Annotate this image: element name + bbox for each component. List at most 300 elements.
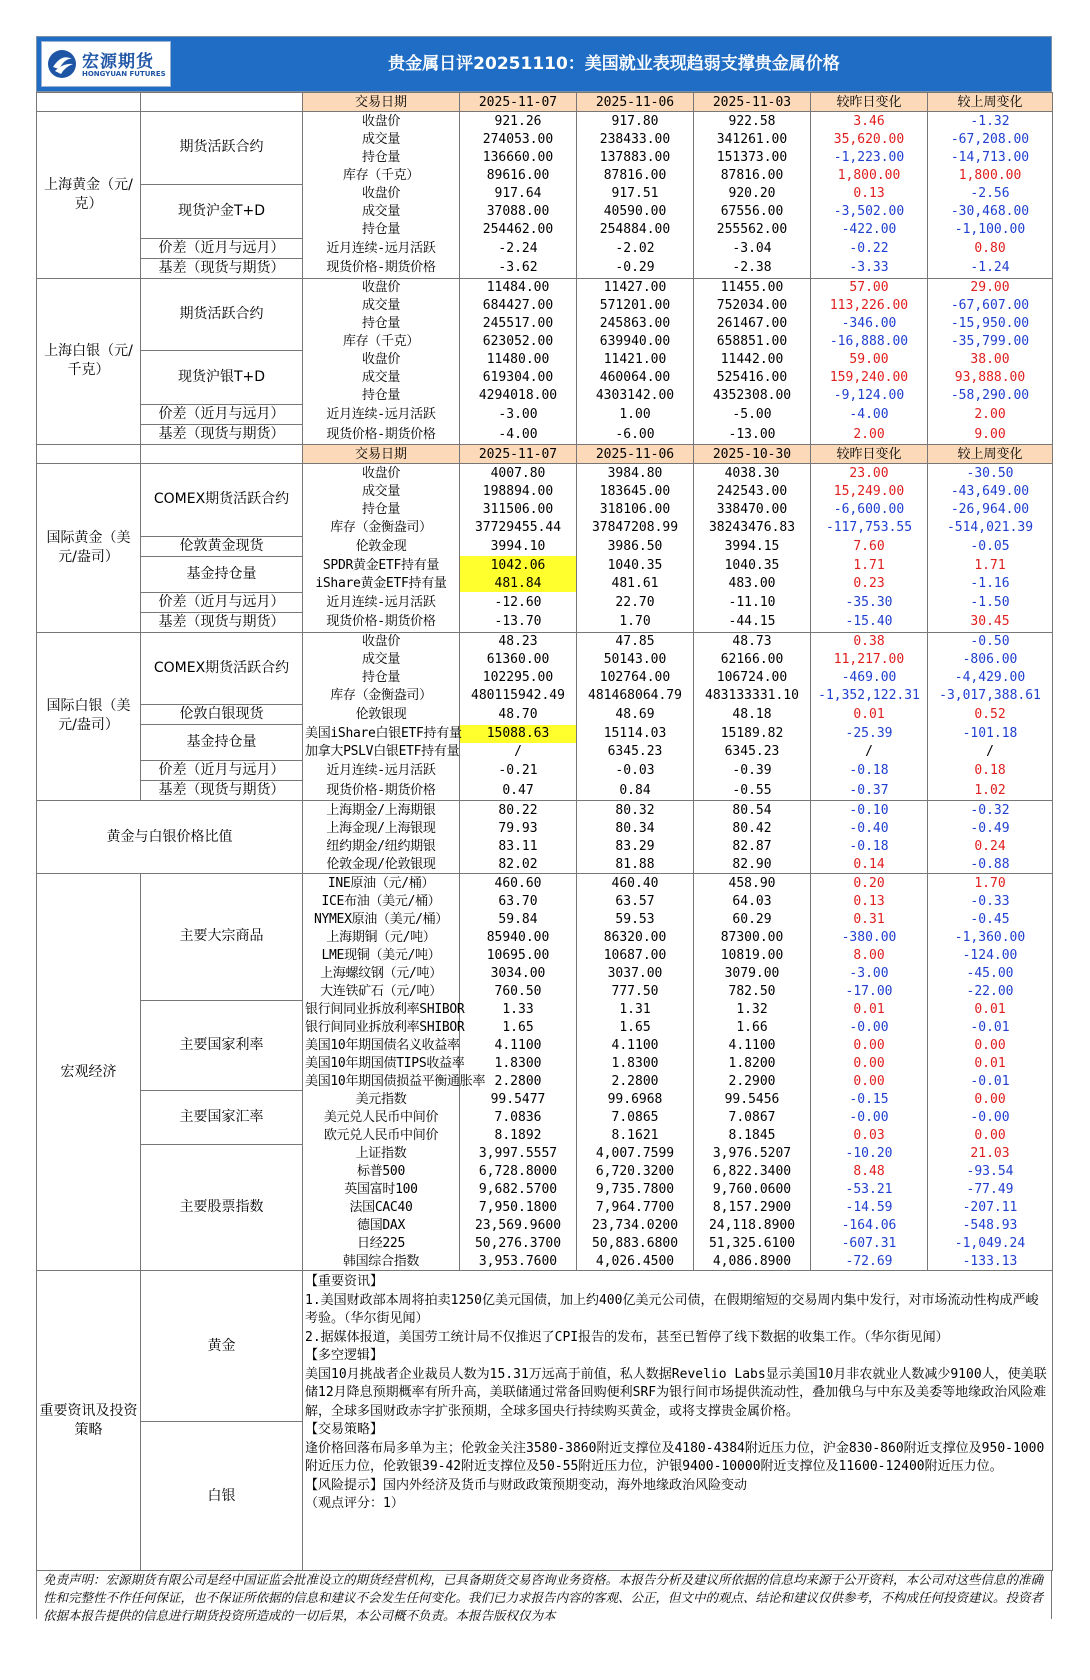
value-cell: 921.26 <box>460 112 577 131</box>
week-change-cell: 9.00 <box>928 425 1053 445</box>
blank-cell <box>141 445 303 464</box>
value-cell: 245863.00 <box>577 315 694 333</box>
value-cell: -0.03 <box>577 761 694 781</box>
value-cell: 15114.03 <box>577 725 694 743</box>
week-change-cell: -3,017,388.61 <box>928 687 1053 705</box>
row-label: 美元兑人民币中间价 <box>303 1108 460 1126</box>
value-cell: 50143.00 <box>577 651 694 669</box>
value-cell: 4352308.00 <box>694 387 811 405</box>
day-change-cell: 2.00 <box>811 425 928 445</box>
header-cell: 2025-11-07 <box>460 93 577 112</box>
value-cell: 777.50 <box>577 982 694 1000</box>
value-cell: 525416.00 <box>694 369 811 387</box>
week-change-cell: -30,468.00 <box>928 202 1053 220</box>
table-row <box>37 184 1053 202</box>
week-change-cell: -1.50 <box>928 592 1053 612</box>
value-cell: 11427.00 <box>577 278 694 297</box>
value-cell: 1.00 <box>577 405 694 425</box>
value-cell: -0.55 <box>694 781 811 801</box>
day-change-cell: 0.23 <box>811 574 928 592</box>
row-label: 收盘价 <box>303 632 460 651</box>
value-cell: 61360.00 <box>460 651 577 669</box>
news-h3: 【交易策略】 <box>305 1422 384 1437</box>
value-cell: 1042.06 <box>460 556 577 574</box>
value-cell: 483133331.10 <box>694 687 811 705</box>
row-label: 持仓量 <box>303 148 460 166</box>
value-cell: 3,976.5207 <box>694 1144 811 1162</box>
row-label: LME现铜（美元/吨） <box>303 946 460 964</box>
week-change-cell: -0.05 <box>928 536 1053 556</box>
subcategory-cell: 基差（现货与期货） <box>141 781 303 801</box>
category-cell: 宏观经济 <box>37 874 141 1271</box>
value-cell: 920.20 <box>694 184 811 202</box>
row-label: 近月连续-远月活跃 <box>303 592 460 612</box>
day-change-cell: -607.31 <box>811 1234 928 1252</box>
day-change-cell: 0.20 <box>811 874 928 893</box>
week-change-cell: 30.45 <box>928 612 1053 632</box>
value-cell: 87816.00 <box>694 166 811 184</box>
row-label: 韩国综合指数 <box>303 1252 460 1271</box>
day-change-cell: 0.13 <box>811 184 928 202</box>
value-cell: 4,007.7599 <box>577 1144 694 1162</box>
value-cell: 80.34 <box>577 819 694 837</box>
value-cell: 481.84 <box>460 574 577 592</box>
value-cell: 2.2900 <box>694 1072 811 1090</box>
value-cell: 37847208.99 <box>577 518 694 536</box>
disclaimer: 免责声明：宏源期货有限公司是经中国证监会批准设立的期货经营机构，已具备期货交易咨询业务资格。本报告分析及建议所依据的信息均来源于公开资料，本公司对这些信息的准确性和完整性不作任何保证，也不保证所依据的信息和建议不会发生任何变化。我们已力求报告内容的客观、公正，但文中的观点、结论和建议仅供参考，不构成任何投资建议。投资者依据本报告提供的信息进行期货投资所造成的一切后果，本公司概不负责。本报告版权仅为本 <box>36 1571 1052 1619</box>
value-cell: 80.32 <box>577 801 694 820</box>
value-cell: -44.15 <box>694 612 811 632</box>
table-row <box>37 781 1053 801</box>
value-cell: 11480.00 <box>460 351 577 369</box>
data-table <box>36 92 1053 1571</box>
row-label: 成交量 <box>303 651 460 669</box>
value-cell: 458.90 <box>694 874 811 893</box>
value-cell: 87816.00 <box>577 166 694 184</box>
row-label: 收盘价 <box>303 464 460 483</box>
table-row <box>37 238 1053 258</box>
header-cell: 较上周变化 <box>928 93 1053 112</box>
value-cell: 1040.35 <box>694 556 811 574</box>
week-change-cell: -43,649.00 <box>928 482 1053 500</box>
row-label: 上海金现/上海银现 <box>303 819 460 837</box>
table-row <box>37 351 1053 369</box>
row-label: 持仓量 <box>303 315 460 333</box>
row-label: 纽约期金/纽约期银 <box>303 837 460 855</box>
value-cell: 3984.80 <box>577 464 694 483</box>
day-change-cell: 8.00 <box>811 946 928 964</box>
value-cell: 7,964.7700 <box>577 1198 694 1216</box>
value-cell: 47.85 <box>577 632 694 651</box>
value-cell: 238433.00 <box>577 130 694 148</box>
value-cell: 37729455.44 <box>460 518 577 536</box>
value-cell: 59.53 <box>577 910 694 928</box>
day-change-cell: 0.00 <box>811 1072 928 1090</box>
value-cell: 254462.00 <box>460 220 577 238</box>
value-cell: -13.70 <box>460 612 577 632</box>
value-cell: 274053.00 <box>460 130 577 148</box>
day-change-cell: 15,249.00 <box>811 482 928 500</box>
week-change-cell: -26,964.00 <box>928 500 1053 518</box>
table-row <box>37 556 1053 574</box>
value-cell: 48.70 <box>460 705 577 725</box>
row-label: 伦敦金现 <box>303 536 460 556</box>
value-cell: 639940.00 <box>577 333 694 351</box>
value-cell: 11442.00 <box>694 351 811 369</box>
table-row <box>37 536 1053 556</box>
week-change-cell: 0.01 <box>928 1000 1053 1018</box>
day-change-cell: / <box>811 743 928 761</box>
value-cell: 50,883.6800 <box>577 1234 694 1252</box>
day-change-cell: -25.39 <box>811 725 928 743</box>
week-change-cell: / <box>928 743 1053 761</box>
value-cell: 51,325.6100 <box>694 1234 811 1252</box>
week-change-cell: -207.11 <box>928 1198 1053 1216</box>
value-cell: -5.00 <box>694 405 811 425</box>
value-cell: -0.29 <box>577 258 694 278</box>
week-change-cell: -1.24 <box>928 258 1053 278</box>
subcategory-cell: 白银 <box>141 1422 303 1571</box>
week-change-cell: 21.03 <box>928 1144 1053 1162</box>
week-change-cell: 1.71 <box>928 556 1053 574</box>
value-cell: 922.58 <box>694 112 811 131</box>
day-change-cell: 0.38 <box>811 632 928 651</box>
day-change-cell: -0.00 <box>811 1018 928 1036</box>
value-cell: 684427.00 <box>460 297 577 315</box>
value-cell: 481.61 <box>577 574 694 592</box>
table-row <box>37 612 1053 632</box>
subcategory-cell: 基差（现货与期货） <box>141 258 303 278</box>
value-cell: 80.42 <box>694 819 811 837</box>
value-cell: 4,086.8900 <box>694 1252 811 1271</box>
row-label: 法国CAC40 <box>303 1198 460 1216</box>
news-h2: 【多空逻辑】 <box>305 1348 384 1363</box>
row-label: 美元指数 <box>303 1090 460 1108</box>
value-cell: 752034.00 <box>694 297 811 315</box>
day-change-cell: 3.46 <box>811 112 928 131</box>
table-row <box>37 464 1053 483</box>
week-change-cell: -133.13 <box>928 1252 1053 1271</box>
value-cell: 99.5477 <box>460 1090 577 1108</box>
value-cell: 15189.82 <box>694 725 811 743</box>
value-cell: 48.69 <box>577 705 694 725</box>
day-change-cell: -1,223.00 <box>811 148 928 166</box>
value-cell: 38243476.83 <box>694 518 811 536</box>
title-banner <box>36 36 1052 92</box>
day-change-cell: -0.10 <box>811 801 928 820</box>
week-change-cell: -806.00 <box>928 651 1053 669</box>
table-row <box>37 592 1053 612</box>
blank-cell <box>141 93 303 112</box>
header-cell: 2025-10-30 <box>694 445 811 464</box>
header-cell: 2025-11-03 <box>694 93 811 112</box>
day-change-cell: -469.00 <box>811 669 928 687</box>
week-change-cell: 0.00 <box>928 1036 1053 1054</box>
week-change-cell: 38.00 <box>928 351 1053 369</box>
day-change-cell: -3.33 <box>811 258 928 278</box>
table-row <box>37 725 1053 743</box>
value-cell: 11421.00 <box>577 351 694 369</box>
table-row <box>37 258 1053 278</box>
value-cell: / <box>460 743 577 761</box>
day-change-cell: -0.40 <box>811 819 928 837</box>
value-cell: 460.60 <box>460 874 577 893</box>
value-cell: 10819.00 <box>694 946 811 964</box>
news-h4: 【风险提示】 <box>305 1477 384 1493</box>
value-cell: 4007.80 <box>460 464 577 483</box>
row-label: 银行间同业拆放利率SHIBOR <box>303 1018 460 1036</box>
value-cell: 3034.00 <box>460 964 577 982</box>
week-change-cell: -1.16 <box>928 574 1053 592</box>
value-cell: 6,728.8000 <box>460 1162 577 1180</box>
week-change-cell: 0.18 <box>928 761 1053 781</box>
table-row <box>37 425 1053 445</box>
subcategory-cell: 主要大宗商品 <box>141 874 303 1001</box>
value-cell: 760.50 <box>460 982 577 1000</box>
header-cell: 较昨日变化 <box>811 93 928 112</box>
row-label: 欧元兑人民币中间价 <box>303 1126 460 1144</box>
row-label: 成交量 <box>303 130 460 148</box>
value-cell: 64.03 <box>694 892 811 910</box>
value-cell: 23,569.9600 <box>460 1216 577 1234</box>
value-cell: 85940.00 <box>460 928 577 946</box>
week-change-cell: 0.00 <box>928 1090 1053 1108</box>
day-change-cell: 0.31 <box>811 910 928 928</box>
value-cell: 4.1100 <box>694 1036 811 1054</box>
week-change-cell: -58,290.00 <box>928 387 1053 405</box>
week-change-cell: -0.45 <box>928 910 1053 928</box>
report-title: 贵金属日评20251110：美国就业表现趋弱支撑贵金属价格 <box>388 54 840 74</box>
day-change-cell: -422.00 <box>811 220 928 238</box>
value-cell: 3,953.7600 <box>460 1252 577 1271</box>
day-change-cell: -346.00 <box>811 315 928 333</box>
value-cell: 3994.15 <box>694 536 811 556</box>
value-cell: 79.93 <box>460 819 577 837</box>
subcategory-cell: 基差（现货与期货） <box>141 612 303 632</box>
row-label: 伦敦金现/伦敦银现 <box>303 855 460 874</box>
value-cell: -6.00 <box>577 425 694 445</box>
day-change-cell: 0.00 <box>811 1036 928 1054</box>
company-logo <box>41 41 171 87</box>
day-change-cell: 7.60 <box>811 536 928 556</box>
day-change-cell: -0.22 <box>811 238 928 258</box>
value-cell: 255562.00 <box>694 220 811 238</box>
row-label: 库存（千克） <box>303 166 460 184</box>
value-cell: 2.2800 <box>460 1072 577 1090</box>
value-cell: -4.00 <box>460 425 577 445</box>
subcategory-cell: 现货沪银T+D <box>141 351 303 405</box>
row-label: 近月连续-远月活跃 <box>303 405 460 425</box>
value-cell: 15088.63 <box>460 725 577 743</box>
row-label: SPDR黄金ETF持有量 <box>303 556 460 574</box>
subcategory-cell: 主要国家汇率 <box>141 1090 303 1144</box>
week-change-cell: -30.50 <box>928 464 1053 483</box>
value-cell: 63.57 <box>577 892 694 910</box>
category-cell: 上海白银（元/千克） <box>37 278 141 445</box>
row-label: 日经225 <box>303 1234 460 1252</box>
week-change-cell: -1,049.24 <box>928 1234 1053 1252</box>
logo-text-cn: 宏源期货 <box>82 52 154 72</box>
week-change-cell: 0.80 <box>928 238 1053 258</box>
value-cell: 183645.00 <box>577 482 694 500</box>
value-cell: -12.60 <box>460 592 577 612</box>
value-cell: 483.00 <box>694 574 811 592</box>
row-label: 现货价格-期货价格 <box>303 612 460 632</box>
news-row-gold <box>37 1271 1053 1422</box>
day-change-cell: 0.14 <box>811 855 928 874</box>
row-label: 德国DAX <box>303 1216 460 1234</box>
week-change-cell: 0.52 <box>928 705 1053 725</box>
row-label: 伦敦银现 <box>303 705 460 725</box>
news-p2: 2.据媒体报道，美国劳工统计局不仅推迟了CPI报告的发布，甚至已暂停了线下数据的收集工作。（华尔街见闻） <box>305 1329 949 1345</box>
value-cell: 9,682.5700 <box>460 1180 577 1198</box>
subcategory-cell: COMEX期货活跃合约 <box>141 464 303 537</box>
value-cell: 311506.00 <box>460 500 577 518</box>
day-change-cell: 0.13 <box>811 892 928 910</box>
value-cell: 82.90 <box>694 855 811 874</box>
value-cell: 1.8300 <box>577 1054 694 1072</box>
value-cell: 87300.00 <box>694 928 811 946</box>
category-cell: 上海黄金（元/克） <box>37 112 141 279</box>
value-cell: 1.66 <box>694 1018 811 1036</box>
week-change-cell: -14,713.00 <box>928 148 1053 166</box>
day-change-cell: -0.15 <box>811 1090 928 1108</box>
row-label: 成交量 <box>303 297 460 315</box>
week-change-cell: -0.01 <box>928 1072 1053 1090</box>
value-cell: 658851.00 <box>694 333 811 351</box>
value-cell: 571201.00 <box>577 297 694 315</box>
value-cell: 4038.30 <box>694 464 811 483</box>
value-cell: -0.39 <box>694 761 811 781</box>
value-cell: 62166.00 <box>694 651 811 669</box>
day-change-cell: 0.01 <box>811 1000 928 1018</box>
day-change-cell: 35,620.00 <box>811 130 928 148</box>
day-change-cell: -9,124.00 <box>811 387 928 405</box>
row-label: 上证指数 <box>303 1144 460 1162</box>
value-cell: 1.31 <box>577 1000 694 1018</box>
day-change-cell: -117,753.55 <box>811 518 928 536</box>
row-label: 现货价格-期货价格 <box>303 781 460 801</box>
header-cell: 较上周变化 <box>928 445 1053 464</box>
table-row <box>37 405 1053 425</box>
row-label: 近月连续-远月活跃 <box>303 761 460 781</box>
row-label: INE原油（元/桶） <box>303 874 460 893</box>
value-cell: 82.87 <box>694 837 811 855</box>
value-cell: 10695.00 <box>460 946 577 964</box>
row-label: 大连铁矿石（元/吨） <box>303 982 460 1000</box>
row-label: 库存（金衡盎司） <box>303 687 460 705</box>
value-cell: 89616.00 <box>460 166 577 184</box>
value-cell: 102295.00 <box>460 669 577 687</box>
value-cell: 318106.00 <box>577 500 694 518</box>
header-row <box>37 93 1053 112</box>
header-cell: 交易日期 <box>303 93 460 112</box>
day-change-cell: -0.18 <box>811 761 928 781</box>
news-risk <box>305 1477 1048 1496</box>
category-cell: 黄金与白银价格比值 <box>37 801 303 874</box>
day-change-cell: 0.03 <box>811 1126 928 1144</box>
value-cell: 106724.00 <box>694 669 811 687</box>
row-label: 收盘价 <box>303 351 460 369</box>
value-cell: 40590.00 <box>577 202 694 220</box>
subcategory-cell: 伦敦黄金现货 <box>141 536 303 556</box>
week-change-cell: 1.70 <box>928 874 1053 893</box>
value-cell: 341261.00 <box>694 130 811 148</box>
value-cell: -13.00 <box>694 425 811 445</box>
table-row <box>37 278 1053 297</box>
value-cell: -2.38 <box>694 258 811 278</box>
table-row <box>37 1144 1053 1162</box>
value-cell: 3037.00 <box>577 964 694 982</box>
week-change-cell: -514,021.39 <box>928 518 1053 536</box>
day-change-cell: 159,240.00 <box>811 369 928 387</box>
week-change-cell: -4,429.00 <box>928 669 1053 687</box>
value-cell: 242543.00 <box>694 482 811 500</box>
row-label: 美国10年期国债名义收益率 <box>303 1036 460 1054</box>
day-change-cell: -14.59 <box>811 1198 928 1216</box>
table-row <box>37 874 1053 893</box>
week-change-cell: -0.01 <box>928 1018 1053 1036</box>
value-cell: 1.65 <box>577 1018 694 1036</box>
table-row <box>37 801 1053 820</box>
day-change-cell: -72.69 <box>811 1252 928 1271</box>
header-cell: 2025-11-06 <box>577 445 694 464</box>
week-change-cell: -15,950.00 <box>928 315 1053 333</box>
value-cell: 917.80 <box>577 112 694 131</box>
week-change-cell: -22.00 <box>928 982 1053 1000</box>
row-label: 银行间同业拆放利率SHIBOR <box>303 1000 460 1018</box>
week-change-cell: -35,799.00 <box>928 333 1053 351</box>
subcategory-cell: 基差（现货与期货） <box>141 425 303 445</box>
row-label: iShare黄金ETF持有量 <box>303 574 460 592</box>
category-cell: 重要资讯及投资策略 <box>37 1271 141 1571</box>
value-cell: 1.70 <box>577 612 694 632</box>
value-cell: 48.18 <box>694 705 811 725</box>
row-label: 近月连续-远月活跃 <box>303 238 460 258</box>
value-cell: 102764.00 <box>577 669 694 687</box>
subcategory-cell: 现货沪金T+D <box>141 184 303 238</box>
value-cell: 7.0865 <box>577 1108 694 1126</box>
week-change-cell: -0.88 <box>928 855 1053 874</box>
day-change-cell: -0.00 <box>811 1108 928 1126</box>
value-cell: 1.33 <box>460 1000 577 1018</box>
value-cell: 1.65 <box>460 1018 577 1036</box>
subcategory-cell: 伦敦白银现货 <box>141 705 303 725</box>
value-cell: 338470.00 <box>694 500 811 518</box>
week-change-cell: -67,607.00 <box>928 297 1053 315</box>
row-label: 收盘价 <box>303 184 460 202</box>
table-row <box>37 705 1053 725</box>
news-p4: 逢价格回落布局多单为主；伦敦金关注3580-3860附近支撑位及4180-4384附近压力位，沪金830-860附近支撑位及950-1000附近压力位，伦敦银39-42附近支撑位及50-55附近压力位，沪银9400-10000附近支撑位及11600-12400附近压力位。 <box>305 1440 1045 1474</box>
value-cell: -2.02 <box>577 238 694 258</box>
day-change-cell: 8.48 <box>811 1162 928 1180</box>
value-cell: 99.5456 <box>694 1090 811 1108</box>
value-cell: 48.23 <box>460 632 577 651</box>
day-change-cell: -35.30 <box>811 592 928 612</box>
day-change-cell: -17.00 <box>811 982 928 1000</box>
value-cell: 10687.00 <box>577 946 694 964</box>
value-cell: 7.0836 <box>460 1108 577 1126</box>
value-cell: 4294018.00 <box>460 387 577 405</box>
day-change-cell: -53.21 <box>811 1180 928 1198</box>
header-cell: 2025-11-06 <box>577 93 694 112</box>
value-cell: 80.22 <box>460 801 577 820</box>
value-cell: 6345.23 <box>577 743 694 761</box>
week-change-cell: -1,100.00 <box>928 220 1053 238</box>
week-change-cell: -77.49 <box>928 1180 1053 1198</box>
value-cell: 6345.23 <box>694 743 811 761</box>
value-cell: 7.0867 <box>694 1108 811 1126</box>
